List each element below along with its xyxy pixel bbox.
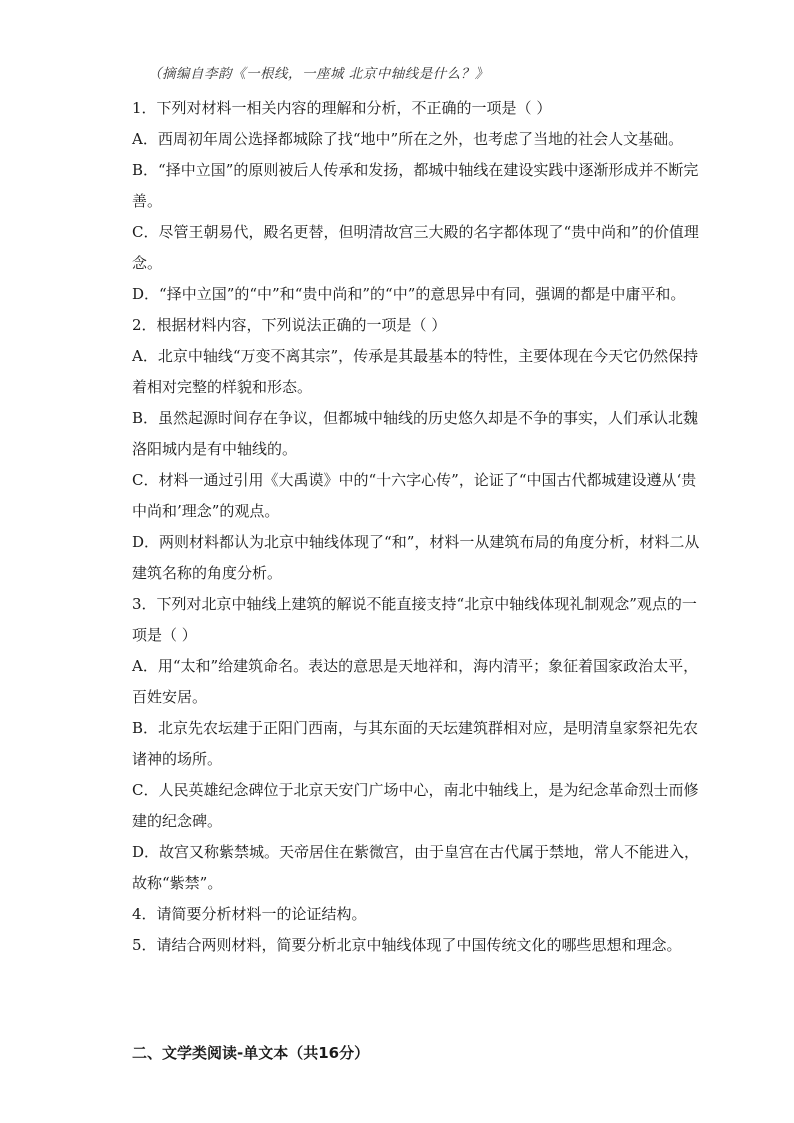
question-3-option-d-line-1: D．故宫又称紫禁城。天帝居住在紫微宫，由于皇宫在古代属于禁地，常人不能进入， <box>132 843 700 861</box>
question-2-option-d-line-2: 建筑名称的角度分析。 <box>132 564 283 582</box>
question-3-option-a-line-1: A．用“太和”给建筑命名。表达的意思是天地祥和，海内清平；象征着国家政治太平， <box>132 657 699 675</box>
question-4-stem: 4．请简要分析材料一的论证结构。 <box>132 905 367 923</box>
question-2-option-a-line-1: A．北京中轴线“万变不离其宗”，传承是其最基本的特性，主要体现在今天它仍然保持 <box>132 347 699 365</box>
question-5-stem: 5．请结合两则材料，简要分析北京中轴线体现了中国传统文化的哪些思想和理念。 <box>132 936 682 954</box>
question-3-option-c-line-2: 建的纪念碑。 <box>132 812 223 830</box>
source-citation: （摘编自李韵《一根线，一座城 北京中轴线是什么？》 <box>148 66 489 82</box>
question-2-stem: 2．根据材料内容，下列说法正确的一项是（ ） <box>132 316 447 334</box>
question-1-option-b-line-1: B．“择中立国”的原则被后人传承和发扬，都城中轴线在建设实践中逐渐形成并不断完 <box>132 161 699 179</box>
question-3-option-d-line-2: 故称“紫禁”。 <box>132 874 223 892</box>
question-2-option-c-line-2: 中尚和’理念”的观点。 <box>132 502 280 520</box>
question-1-option-c-line-2: 念。 <box>132 254 163 272</box>
question-1-stem: 1．下列对材料一相关内容的理解和分析，不正确的一项是（ ） <box>132 99 552 117</box>
question-2-option-a-line-2: 着相对完整的样貌和形态。 <box>132 378 313 396</box>
question-3-stem-line-2: 项是（ ） <box>132 626 197 644</box>
question-3-option-b-line-1: B．北京先农坛建于正阳门西南，与其东面的天坛建筑群相对应，是明清皇家祭祀先农 <box>132 719 699 737</box>
question-1-option-a: A．西周初年周公选择都城除了找“地中”所在之外，也考虑了当地的社会人文基础。 <box>132 130 684 148</box>
question-2-option-c-line-1: C．材料一通过引用《大禹谟》中的“十六字心传”，论证了“中国古代都城建设遵从‘贵 <box>132 471 697 489</box>
question-1-option-b-line-2: 善。 <box>132 192 163 210</box>
question-1-option-c-line-1: C．尽管王朝易代，殿名更替，但明清故宫三大殿的名字都体现了“贵中尚和”的价值理 <box>132 223 699 241</box>
question-2-option-b-line-1: B．虽然起源时间存在争议，但都城中轴线的历史悠久却是不争的事实，人们承认北魏 <box>132 409 699 427</box>
question-2-option-b-line-2: 洛阳城内是有中轴线的。 <box>132 440 298 458</box>
question-1-option-d: D．“择中立国”的“中”和“贵中尚和”的“中”的意思异中有同，强调的都是中庸平和。 <box>132 285 686 303</box>
question-2-option-d-line-1: D．两则材料都认为北京中轴线体现了“和”，材料一从建筑布局的角度分析，材料二从 <box>132 533 700 551</box>
question-3-option-b-line-2: 诸神的场所。 <box>132 750 223 768</box>
question-3-stem-line-1: 3．下列对北京中轴线上建筑的解说不能直接支持“北京中轴线体现礼制观念”观点的一 <box>132 595 697 613</box>
question-3-option-a-line-2: 百姓安居。 <box>132 688 208 706</box>
section-heading: 二、文学类阅读-单文本（共16分） <box>132 1044 370 1062</box>
question-3-option-c-line-1: C．人民英雄纪念碑位于北京天安门广场中心，南北中轴线上，是为纪念革命烈士而修 <box>132 781 699 799</box>
question-list <box>132 93 700 961</box>
